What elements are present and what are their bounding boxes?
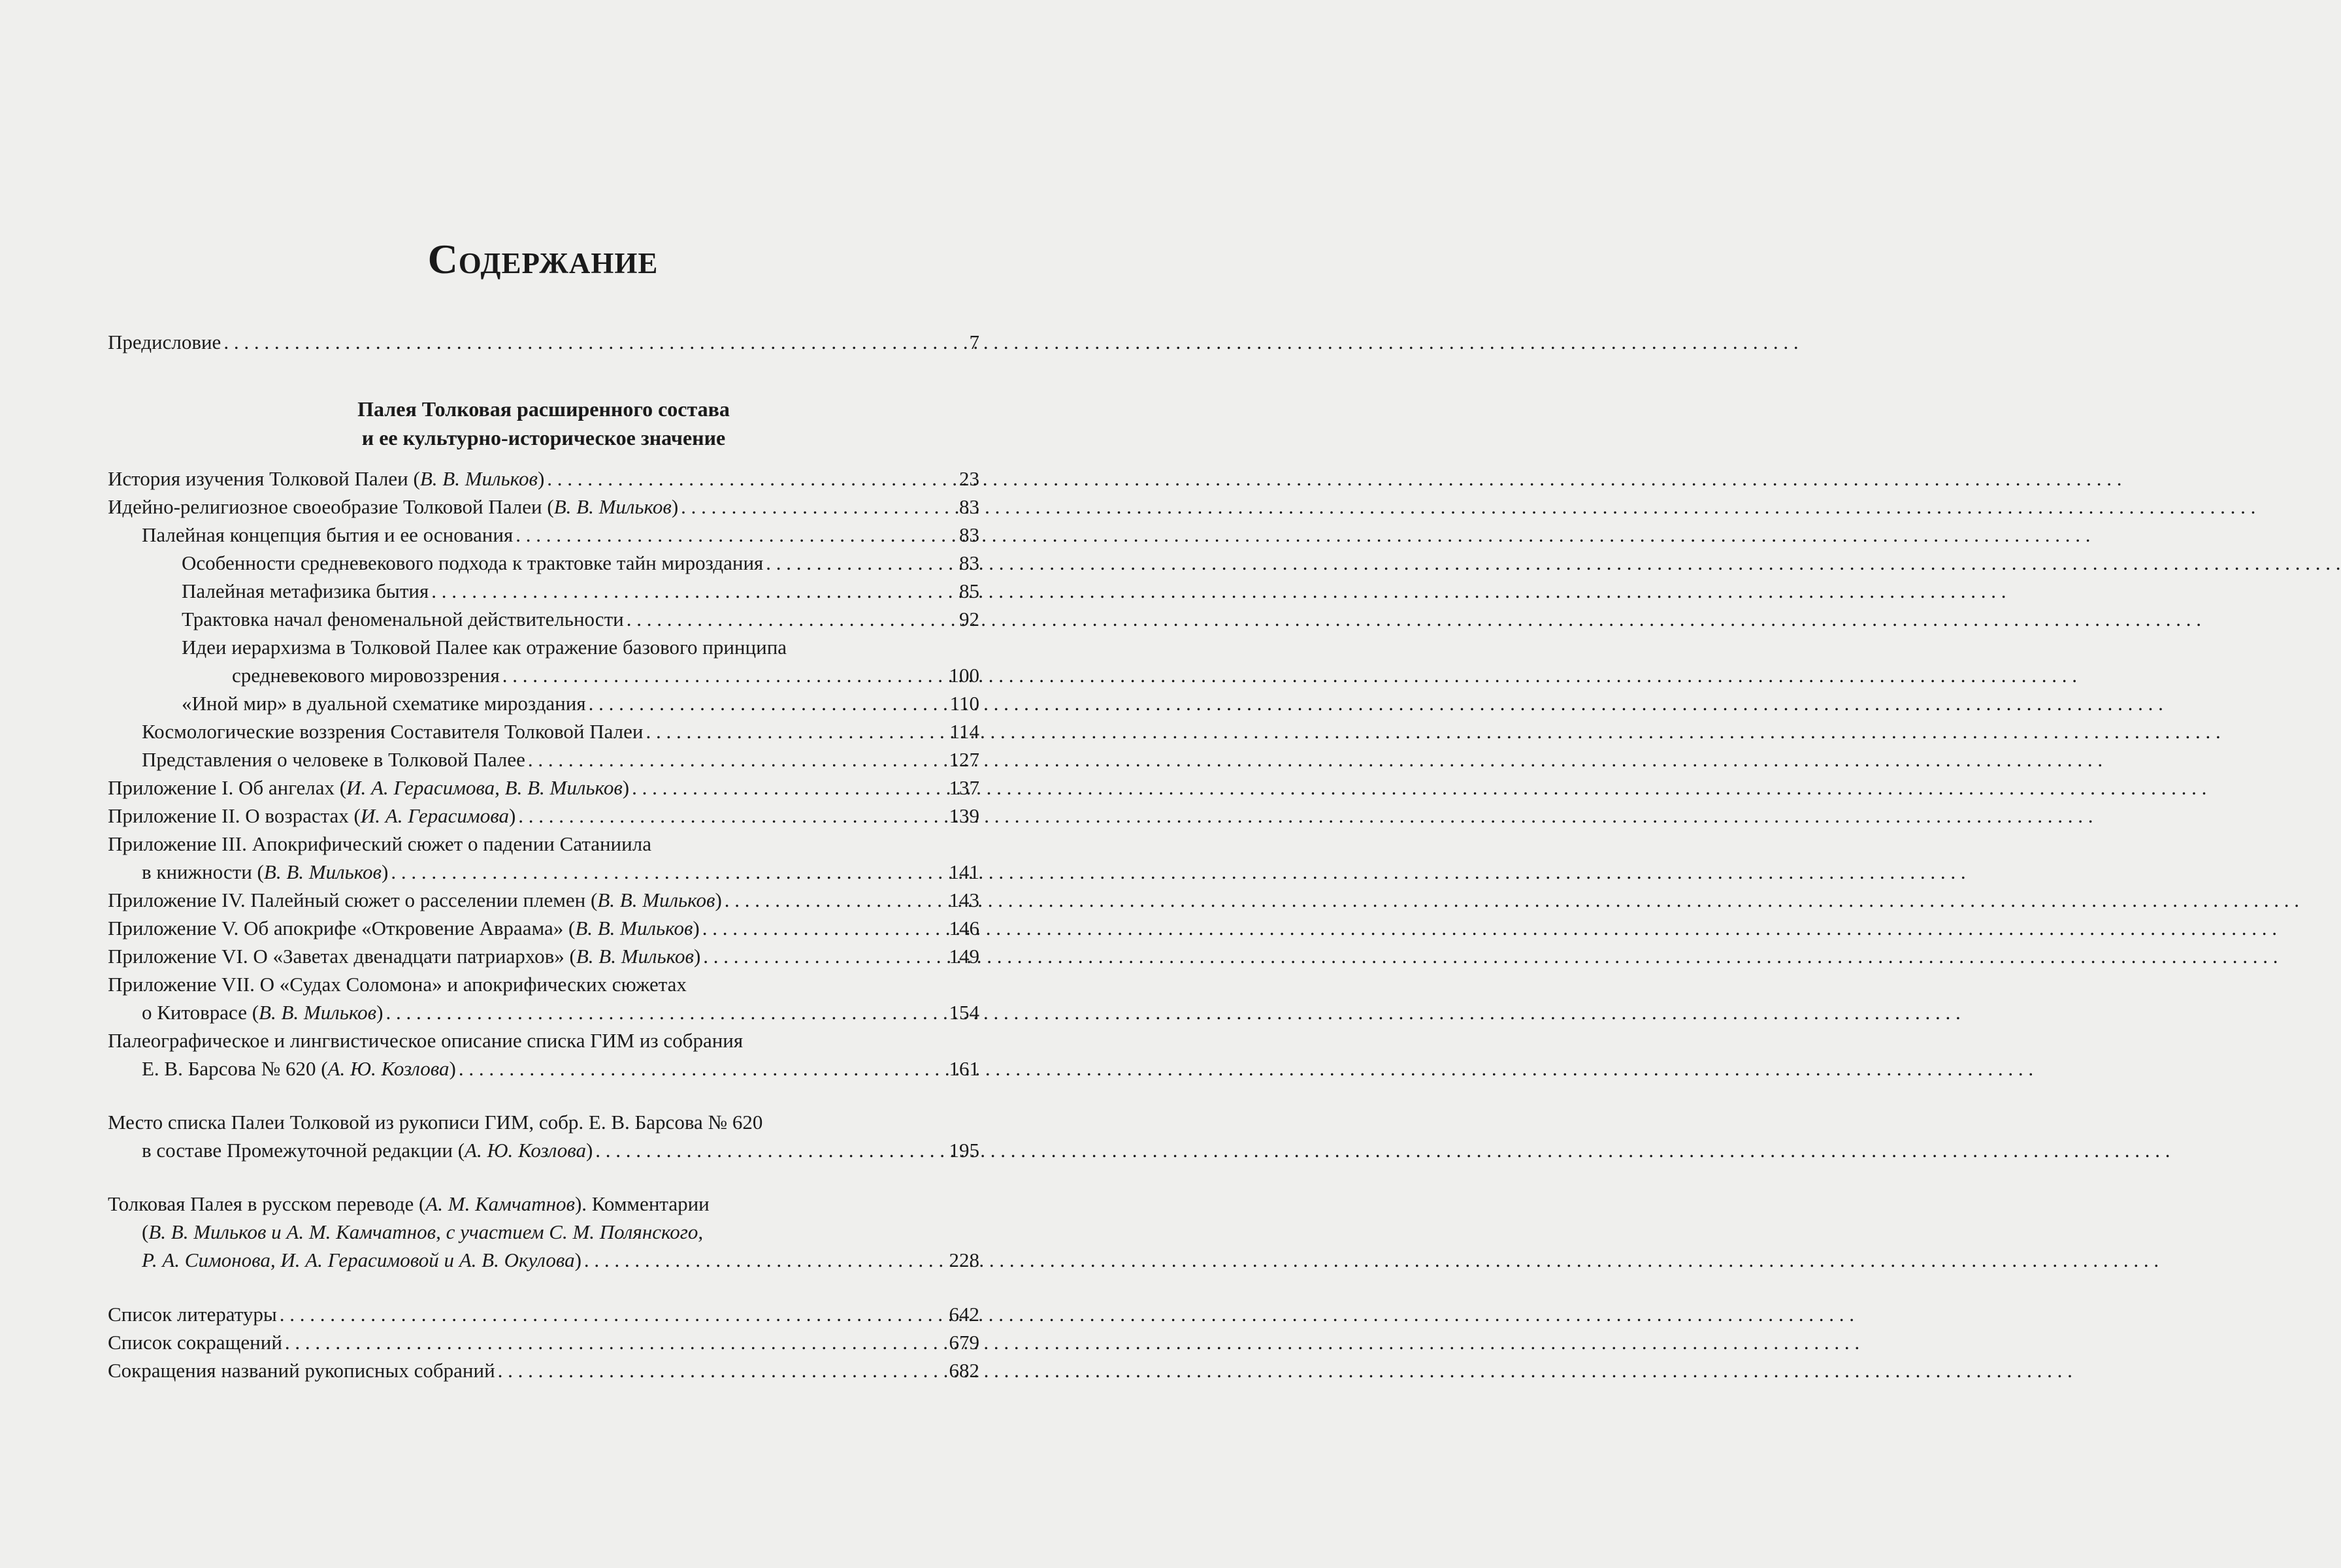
toc-entry[interactable]: средневекового мировоззрения . . . 100: [232, 662, 979, 689]
entry-page: 83: [959, 523, 979, 546]
entry-page: 161: [949, 1057, 979, 1080]
toc-entry[interactable]: о Китоврасе (В. В. Мильков) . . . 154: [142, 999, 979, 1026]
entry-page: 137: [949, 776, 979, 799]
toc-entry[interactable]: Список литературы . . . 642: [108, 1301, 979, 1328]
section-heading-line2: и ее культурно-историческое значение: [361, 426, 726, 449]
entry-page: 114: [949, 720, 979, 743]
entry-author: А. Ю. Козлова: [465, 1139, 586, 1162]
toc-page: [0, 0, 1066, 1568]
toc-entry[interactable]: Приложение I. Об ангелах (И. А. Герасимова, В. В. Мильков) . . . 137: [108, 774, 979, 802]
entry-page: 154: [949, 1001, 979, 1024]
entry-page: 141: [949, 860, 979, 883]
toc-entry[interactable]: Сокращения названий рукописных собраний . . . 682: [108, 1357, 979, 1384]
toc-entry[interactable]: «Иной мир» в дуальной схематике мироздания . . . 110: [182, 690, 979, 717]
entry-page: 85: [959, 580, 979, 602]
entry-page: 100: [949, 664, 979, 687]
entry-page: 195: [949, 1139, 979, 1162]
entry-page: 682: [949, 1359, 979, 1382]
toc-entry-continued: Идеи иерархизма в Толковой Палее как отражение базового принципа: [182, 636, 787, 659]
toc-entry-preface[interactable]: [108, 329, 979, 356]
toc-entry[interactable]: в составе Промежуточной редакции (А. Ю. Козлова) . . . 195: [142, 1137, 979, 1164]
page-title: Содержание: [427, 236, 659, 282]
entry-page: 127: [949, 748, 979, 771]
entry-author: А. Ю. Козлова: [327, 1057, 450, 1080]
entry-author: Р. А. Симонова, И. А. Герасимовой и А. В. Окулова: [142, 1249, 575, 1271]
entry-page: 7: [969, 331, 979, 353]
entry-page: 110: [949, 692, 979, 715]
entry-author: В. В. Мильков: [259, 1001, 377, 1024]
entry-author: И. А. Герасимова: [360, 804, 509, 827]
entry-page: 139: [949, 804, 979, 827]
entry-page: 679: [949, 1331, 979, 1354]
entry-page: 149: [949, 945, 979, 968]
toc-entry-continued: Приложение III. Апокрифический сюжет о падении Сатаниила: [108, 832, 651, 855]
entry-page: 143: [949, 889, 979, 911]
toc-entry-continued: Палеографическое и лингвистическое описание списка ГИМ из собрания: [108, 1029, 744, 1052]
toc-entry[interactable]: Космологические воззрения Составителя Толковой Палеи . . . 114: [142, 718, 979, 745]
toc-entry[interactable]: Палейная метафизика бытия . . . 85: [182, 578, 979, 605]
entry-author: В. В. Мильков: [575, 917, 693, 939]
entry-page: 83: [959, 551, 979, 574]
entry-page: 642: [949, 1303, 979, 1326]
toc-entry[interactable]: Идейно-религиозное своеобразие Толковой Палеи (В. В. Мильков) . . . 83: [108, 493, 979, 521]
entry-page: 23: [959, 467, 979, 490]
toc-entry-continued: Толковая Палея в русском переводе (А. М. Камчатнов). Комментарии: [108, 1192, 710, 1215]
toc-entry-continued: Приложение VII. О «Судах Соломона» и апокрифических сюжетах: [108, 973, 687, 996]
entry-author: В. В. Мильков: [597, 889, 715, 911]
toc-entry-continued: (В. В. Мильков и А. М. Камчатнов, с участием С. М. Полянского,: [142, 1220, 704, 1243]
toc-entry[interactable]: Р. А. Симонова, И. А. Герасимовой и А. В. Окулова) . . . 228: [142, 1247, 979, 1274]
toc-entry[interactable]: История изучения Толковой Палеи (В. В. Мильков) . . . 23: [108, 465, 979, 493]
section-heading-line1: Палея Толковая расширенного состава: [357, 397, 730, 421]
toc-entry[interactable]: Представления о человеке в Толковой Палее . . . 127: [142, 746, 979, 774]
entry-page: 146: [949, 917, 979, 939]
entry-author: В. В. Мильков: [263, 860, 382, 883]
entry-page: 228: [949, 1249, 979, 1271]
toc-entry[interactable]: в книжности (В. В. Мильков) . . . 141: [142, 858, 979, 886]
entry-author: В. В. Мильков: [419, 467, 538, 490]
toc-entry[interactable]: Е. В. Барсова № 620 (А. Ю. Козлова) . . . 161: [142, 1055, 979, 1083]
entry-page: 83: [959, 495, 979, 518]
toc-entry[interactable]: Список сокращений . . . 679: [108, 1329, 979, 1356]
toc-entry-continued: Место списка Палеи Толковой из рукописи ГИМ, собр. Е. В. Барсова № 620: [108, 1111, 763, 1134]
toc-entry[interactable]: Трактовка начал феноменальной действительности . . . 92: [182, 606, 979, 633]
entry-page: 92: [959, 608, 979, 630]
toc-entry[interactable]: Приложение IV. Палейный сюжет о расселении племен (В. В. Мильков) . . . 143: [108, 887, 979, 914]
toc-entry[interactable]: Приложение II. О возрастах (И. А. Герасимова) . . . 139: [108, 802, 979, 830]
entry-author: В. В. Мильков: [576, 945, 694, 968]
entry-author: В. В. Мильков: [553, 495, 672, 518]
toc-entry[interactable]: Приложение VI. О «Заветах двенадцати патриархов» (В. В. Мильков) . . . 149: [108, 943, 979, 970]
entry-text: Предисловие: [108, 331, 221, 353]
toc-entry[interactable]: Палейная концепция бытия и ее основания . . . 83: [142, 521, 979, 549]
toc-entry[interactable]: Приложение V. Об апокрифе «Откровение Авраама» (В. В. Мильков) . . . 146: [108, 915, 979, 942]
entry-author: И. А. Герасимова, В. В. Мильков: [346, 776, 623, 799]
toc-entry[interactable]: Особенности средневекового подхода к трактовке тайн мироздания . . . 83: [182, 549, 979, 577]
